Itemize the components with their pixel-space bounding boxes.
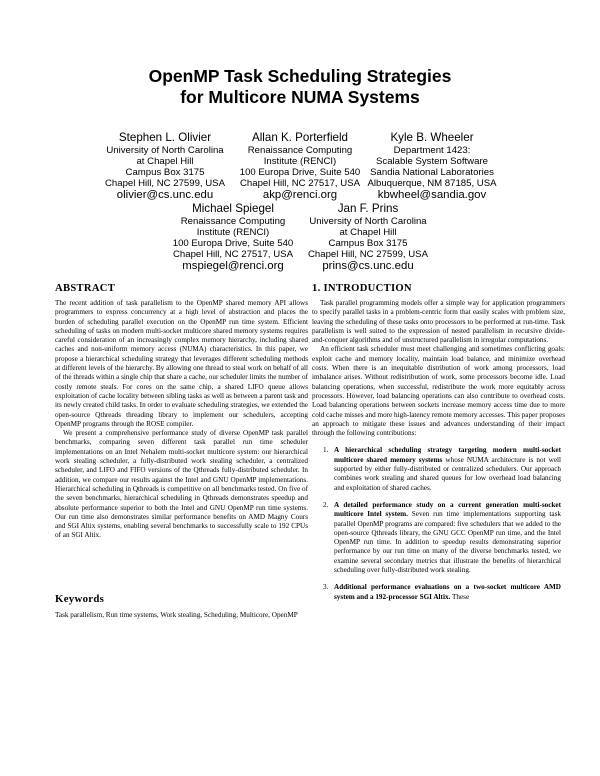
list-item [312,583,565,602]
list-item-bold-lead: A detailed performance study on a current generation multi-socket multicore Intel system. [334,500,561,519]
author-affiliation-line: Campus Box 3175 [125,167,205,178]
author-affiliation-line: Albuquerque, NM 87185, USA [367,178,497,189]
author-name: Kyle B. Wheeler [390,131,474,144]
author-email[interactable]: olivier@cs.unc.edu [116,189,214,201]
keywords-heading: Keywords [55,592,105,605]
author-affiliation-line: Renaissance Computing [247,145,353,156]
author-affiliation-line: Chapel Hill, NC 27599, USA [105,178,225,189]
list-item [312,501,565,575]
left-column [55,282,308,620]
contributions-list [312,446,565,601]
abstract-paragraph: We present a comprehensive performance study of diverse OpenMP task parallel benchmarks, comparing seven different task parallel run time scheduler implementations on an Intel Nehalem multi-socket multicore system: our hierarchical work stealing scheduler, a fully-distributed work stealing scheduler, a centralized scheduler, and LIFO and FIFO versions of the Qthreads fully-distributed scheduler. In addition, we compare our results against the Intel and GNU OpenMP implementations. Hierarchical scheduling in Qthreads is competitive on all benchmarks tested. On five of the seven benchmarks, hierarchical scheduling in Qthreads demonstrates speedup and absolute performance superior to both the Intel and GNU OpenMP run time systems. Our run time also demonstrates similar performance benefits on AMD Magny Cours and SGI Altix systems, enabling several benchmarks to successfully scale to 192 CPUs of an SGI Altix. [55,429,308,540]
keywords-text: Task parallelism, Run time systems, Work stealing, Scheduling, Multicore, OpenMP [55,610,298,619]
author-email[interactable]: akp@renci.org [262,189,338,201]
author-affiliation-line: 100 Europa Drive, Suite 540 [239,167,361,178]
author-affiliation-line: Campus Box 3175 [328,238,408,249]
author-affiliation-line: University of North Carolina [106,145,224,156]
list-item-number: 3. [323,583,329,592]
author-affiliation-line: Chapel Hill, NC 27599, USA [308,249,428,260]
intro-paragraph: Task parallel programming models offer a simple way for application programmers to specify parallel tasks in a problem-centric form that easily scales with problem size, leaving the scheduling of these tasks onto processors to be performed at run-time. Task parallelism is well suited to the expression of nested parallelism in recursive divide-and-conquer algorithms and of unstructured parallelism in irregular computations. [312,299,565,345]
author-name: Michael Spiegel [192,202,274,215]
author-affiliation-line: Sandia National Laboratories [370,167,494,178]
list-item-text: Seven run time implementations supporting task parallel OpenMP programs are compared: five schedulers that we added to the open-source Qthreads library, the GNU GCC OpenMP run time, and the Intel OpenMP run time. In addition to speedup results demonstrating superior performance by our run time on many of the diverse benchmarks tested, we examine several secondary metrics that illustrate the benefits of hierarchical scheduling over fully-distributed work stealing. [334,510,561,575]
author-affiliation-line: Chapel Hill, NC 27517, USA [173,249,293,260]
author-affiliation-line: Institute (RENCI) [196,227,270,238]
author-affiliation-line: Chapel Hill, NC 27517, USA [240,178,360,189]
author-email[interactable]: kbwheel@sandia.gov [377,189,487,201]
author-name: Jan F. Prins [337,202,399,215]
list-item-bold-lead: A hierarchical scheduling strategy targeting modern multi-socket multicore shared memory systems [334,446,561,464]
title-line-2: for Multicore NUMA Systems [180,87,420,107]
author-name: Allan K. Porterfield [251,131,349,144]
intro-paragraph: An efficient task scheduler must meet challenging and sometimes conflicting goals: exploit cache and memory locality, maintain load balance, and minimize overhead costs. When there is an inequitable distribution of work among processors, load imbalance arises. Without redistribution of work, some processors become idle. Load balancing operations, when successful, redistribute the work more equitably across processors. However, load balancing operations can also contribute to overhead costs. Load balancing operations between sockets increase memory access time due to more cold cache misses and more high-latency remote memory accesses. This paper proposes an approach to mitigate these issues and advances understanding of their impact through the following contributions: [312,345,565,438]
author-name: Stephen L. Olivier [118,131,212,144]
author-affiliation-line: Institute (RENCI) [263,156,337,167]
list-item [312,446,565,492]
title-line-1: OpenMP Task Scheduling Strategies [148,66,452,86]
list-item-bold-lead: Additional performance evaluations on a two-socket multicore AMD system and a 192-processor SGI Altix. [334,583,561,601]
list-item-text: whose NUMA architecture is not well supported by either fully-distributed or centralized schedulers. Our approach combines work stealing and shared queues for low overhead load balancing and exploitation of shared caches. [334,455,561,492]
right-column [312,282,565,610]
author-block [283,202,453,273]
introduction-heading: 1. INTRODUCTION [312,283,412,294]
list-item-text: These [450,592,470,601]
abstract-heading: ABSTRACT [55,283,116,294]
author-email[interactable]: mspiegel@renci.org [182,260,284,272]
author-block [347,131,517,202]
author-affiliation-line: at Chapel Hill [136,156,194,167]
author-email[interactable]: prins@cs.unc.edu [322,260,414,272]
author-affiliation-line: Department 1423: [393,145,471,156]
paper-title [0,66,600,108]
abstract-paragraph: The recent addition of task parallelism to the OpenMP shared memory API allows programmers to express concurrency at a high level of abstraction and places the burden of scheduling parallel execution on the OpenMP run time system. Efficient scheduling of tasks on modern multi-socket multicore shared memory systems requires careful consideration of an increasingly complex memory hierarchy, including shared caches and non-uniform memory access (NUMA) characteristics. In this paper, we propose a hierarchical scheduling strategy that leverages different scheduling methods at different levels of the hierarchy. By allowing one thread to steal work on behalf of all of the threads within a single chip that share a cache, our scheduler limits the number of costly remote steals. For cores on the same chip, a shared LIFO queue allows exploitation of cache locality between sibling tasks as well as between a parent task and its newly created child tasks. In order to evaluate scheduling strategies, we extended the open-source Qthreads threading library to implement our schedulers, accepting OpenMP programs through the ROSE compiler. [55,299,308,428]
list-item-number: 2. [323,500,329,509]
author-affiliation-line: Scalable System Software [376,156,488,167]
author-affiliation-line: University of North Carolina [309,216,427,227]
author-affiliation-line: Renaissance Computing [180,216,286,227]
list-item-number: 1. [323,446,329,455]
author-affiliation-line: 100 Europa Drive, Suite 540 [172,238,294,249]
author-affiliation-line: at Chapel Hill [339,227,397,238]
